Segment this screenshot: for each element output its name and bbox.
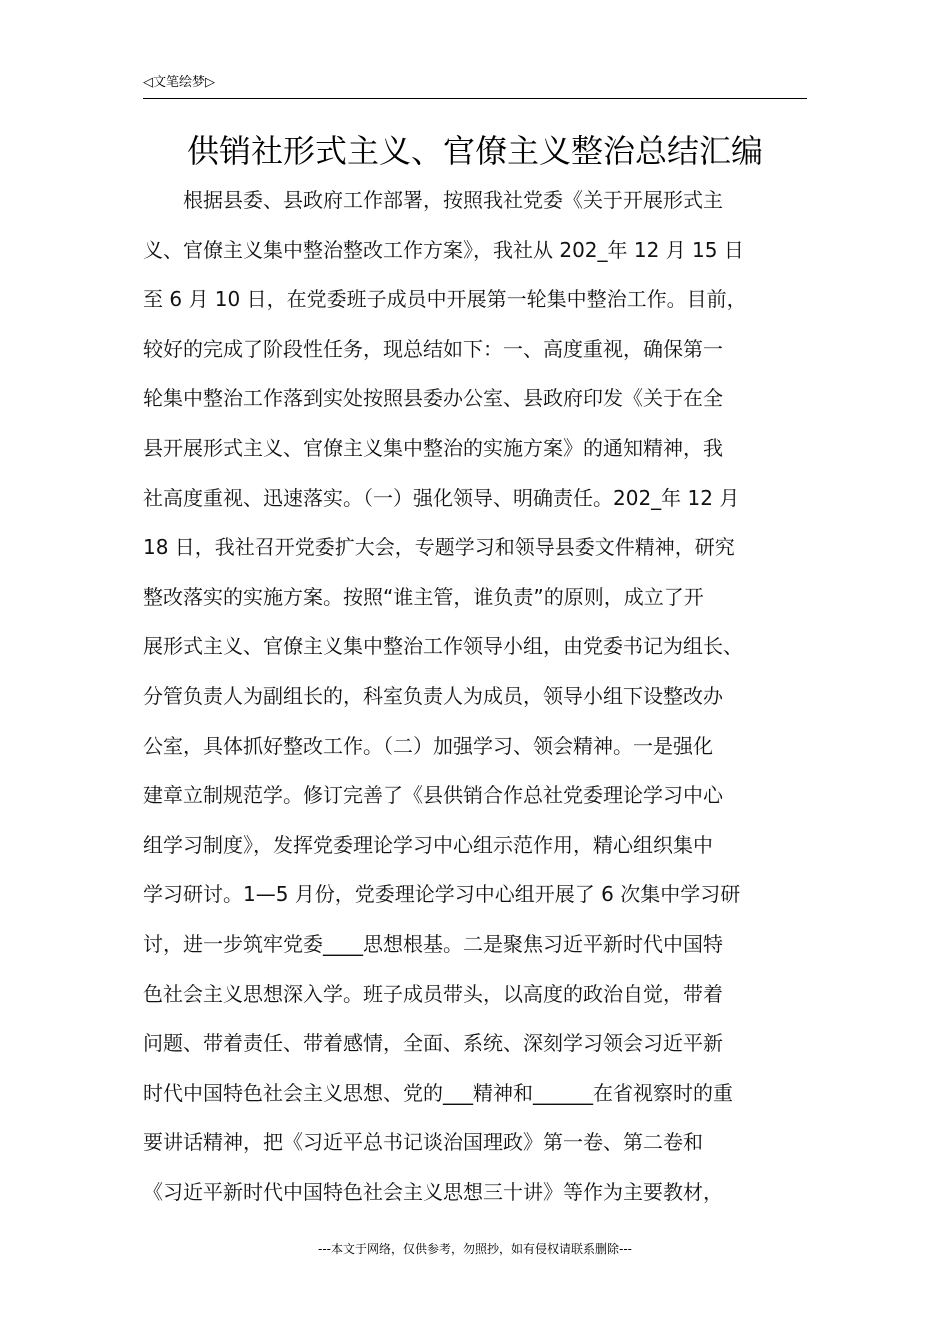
body-line: 公室，具体抓好整改工作。（二）加强学习、领会精神。一是强化 (143, 733, 713, 758)
body-line: 义、官僚主义集中整治整改工作方案》，我社从 202_年 12 月 15 日 (143, 237, 744, 262)
document-title: 供销社形式主义、官僚主义整治总结汇编 (186, 132, 763, 170)
document-body (143, 176, 843, 1217)
body-line: 较好的完成了阶段性任务，现总结如下：一、高度重视，确保第一 (143, 336, 723, 361)
body-line: 至 6 月 10 日，在党委班子成员中开展第一轮集中整治工作。目前， (143, 287, 747, 312)
page-footer: ---本文于网络，仅供参考，勿照抄，如有侵权请联系删除--- (318, 1242, 632, 1256)
body-line: 讨，进一步筑牢党委____思想根基。二是聚焦习近平新时代中国特 (143, 931, 723, 956)
body-line: 组学习制度》，发挥党委理论学习中心组示范作用，精心组织集中 (143, 832, 713, 857)
body-line: 18 日，我社召开党委扩大会，专题学习和领导县委文件精神，研究 (143, 535, 735, 560)
body-line: 要讲话精神，把《习近平总书记谈治国理政》第一卷、第二卷和 (143, 1130, 703, 1155)
body-line: 根据县委、县政府工作部署，按照我社党委《关于开展形式主 (143, 188, 723, 212)
body-line: 分管负责人为副组长的，科室负责人为成员，领导小组下设整改办 (143, 683, 723, 708)
body-line: 建章立制规范学。修订完善了《县供销合作总社党委理论学习中心 (143, 783, 723, 808)
body-line: 学习研讨。1—5 月份，党委理论学习中心组开展了 6 次集中学习研 (143, 882, 741, 907)
page-header (143, 72, 807, 99)
body-line: 县开展形式主义、官僚主义集中整治的实施方案》的通知精神，我 (143, 435, 723, 460)
body-line: 时代中国特色社会主义思想、党的___精神和______在省视察时的重 (143, 1080, 733, 1105)
body-line: 《习近平新时代中国特色社会主义思想三十讲》等作为主要教材， (143, 1179, 723, 1204)
header-label: ◁文笔绘梦▷ (143, 75, 215, 90)
body-line: 轮集中整治工作落到实处按照县委办公室、县政府印发《关于在全 (143, 386, 723, 411)
body-line: 整改落实的实施方案。按照“谁主管，谁负责”的原则，成立了开 (143, 584, 704, 609)
body-line: 展形式主义、官僚主义集中整治工作领导小组，由党委书记为组长、 (143, 634, 743, 659)
body-line: 色社会主义思想深入学。班子成员带头，以高度的政治自觉，带着 (143, 981, 723, 1006)
body-line: 社高度重视、迅速落实。（一）强化领导、明确责任。202_年 12 月 (143, 485, 740, 510)
body-line: 问题、带着责任、带着感情，全面、系统、深刻学习领会习近平新 (143, 1031, 723, 1056)
